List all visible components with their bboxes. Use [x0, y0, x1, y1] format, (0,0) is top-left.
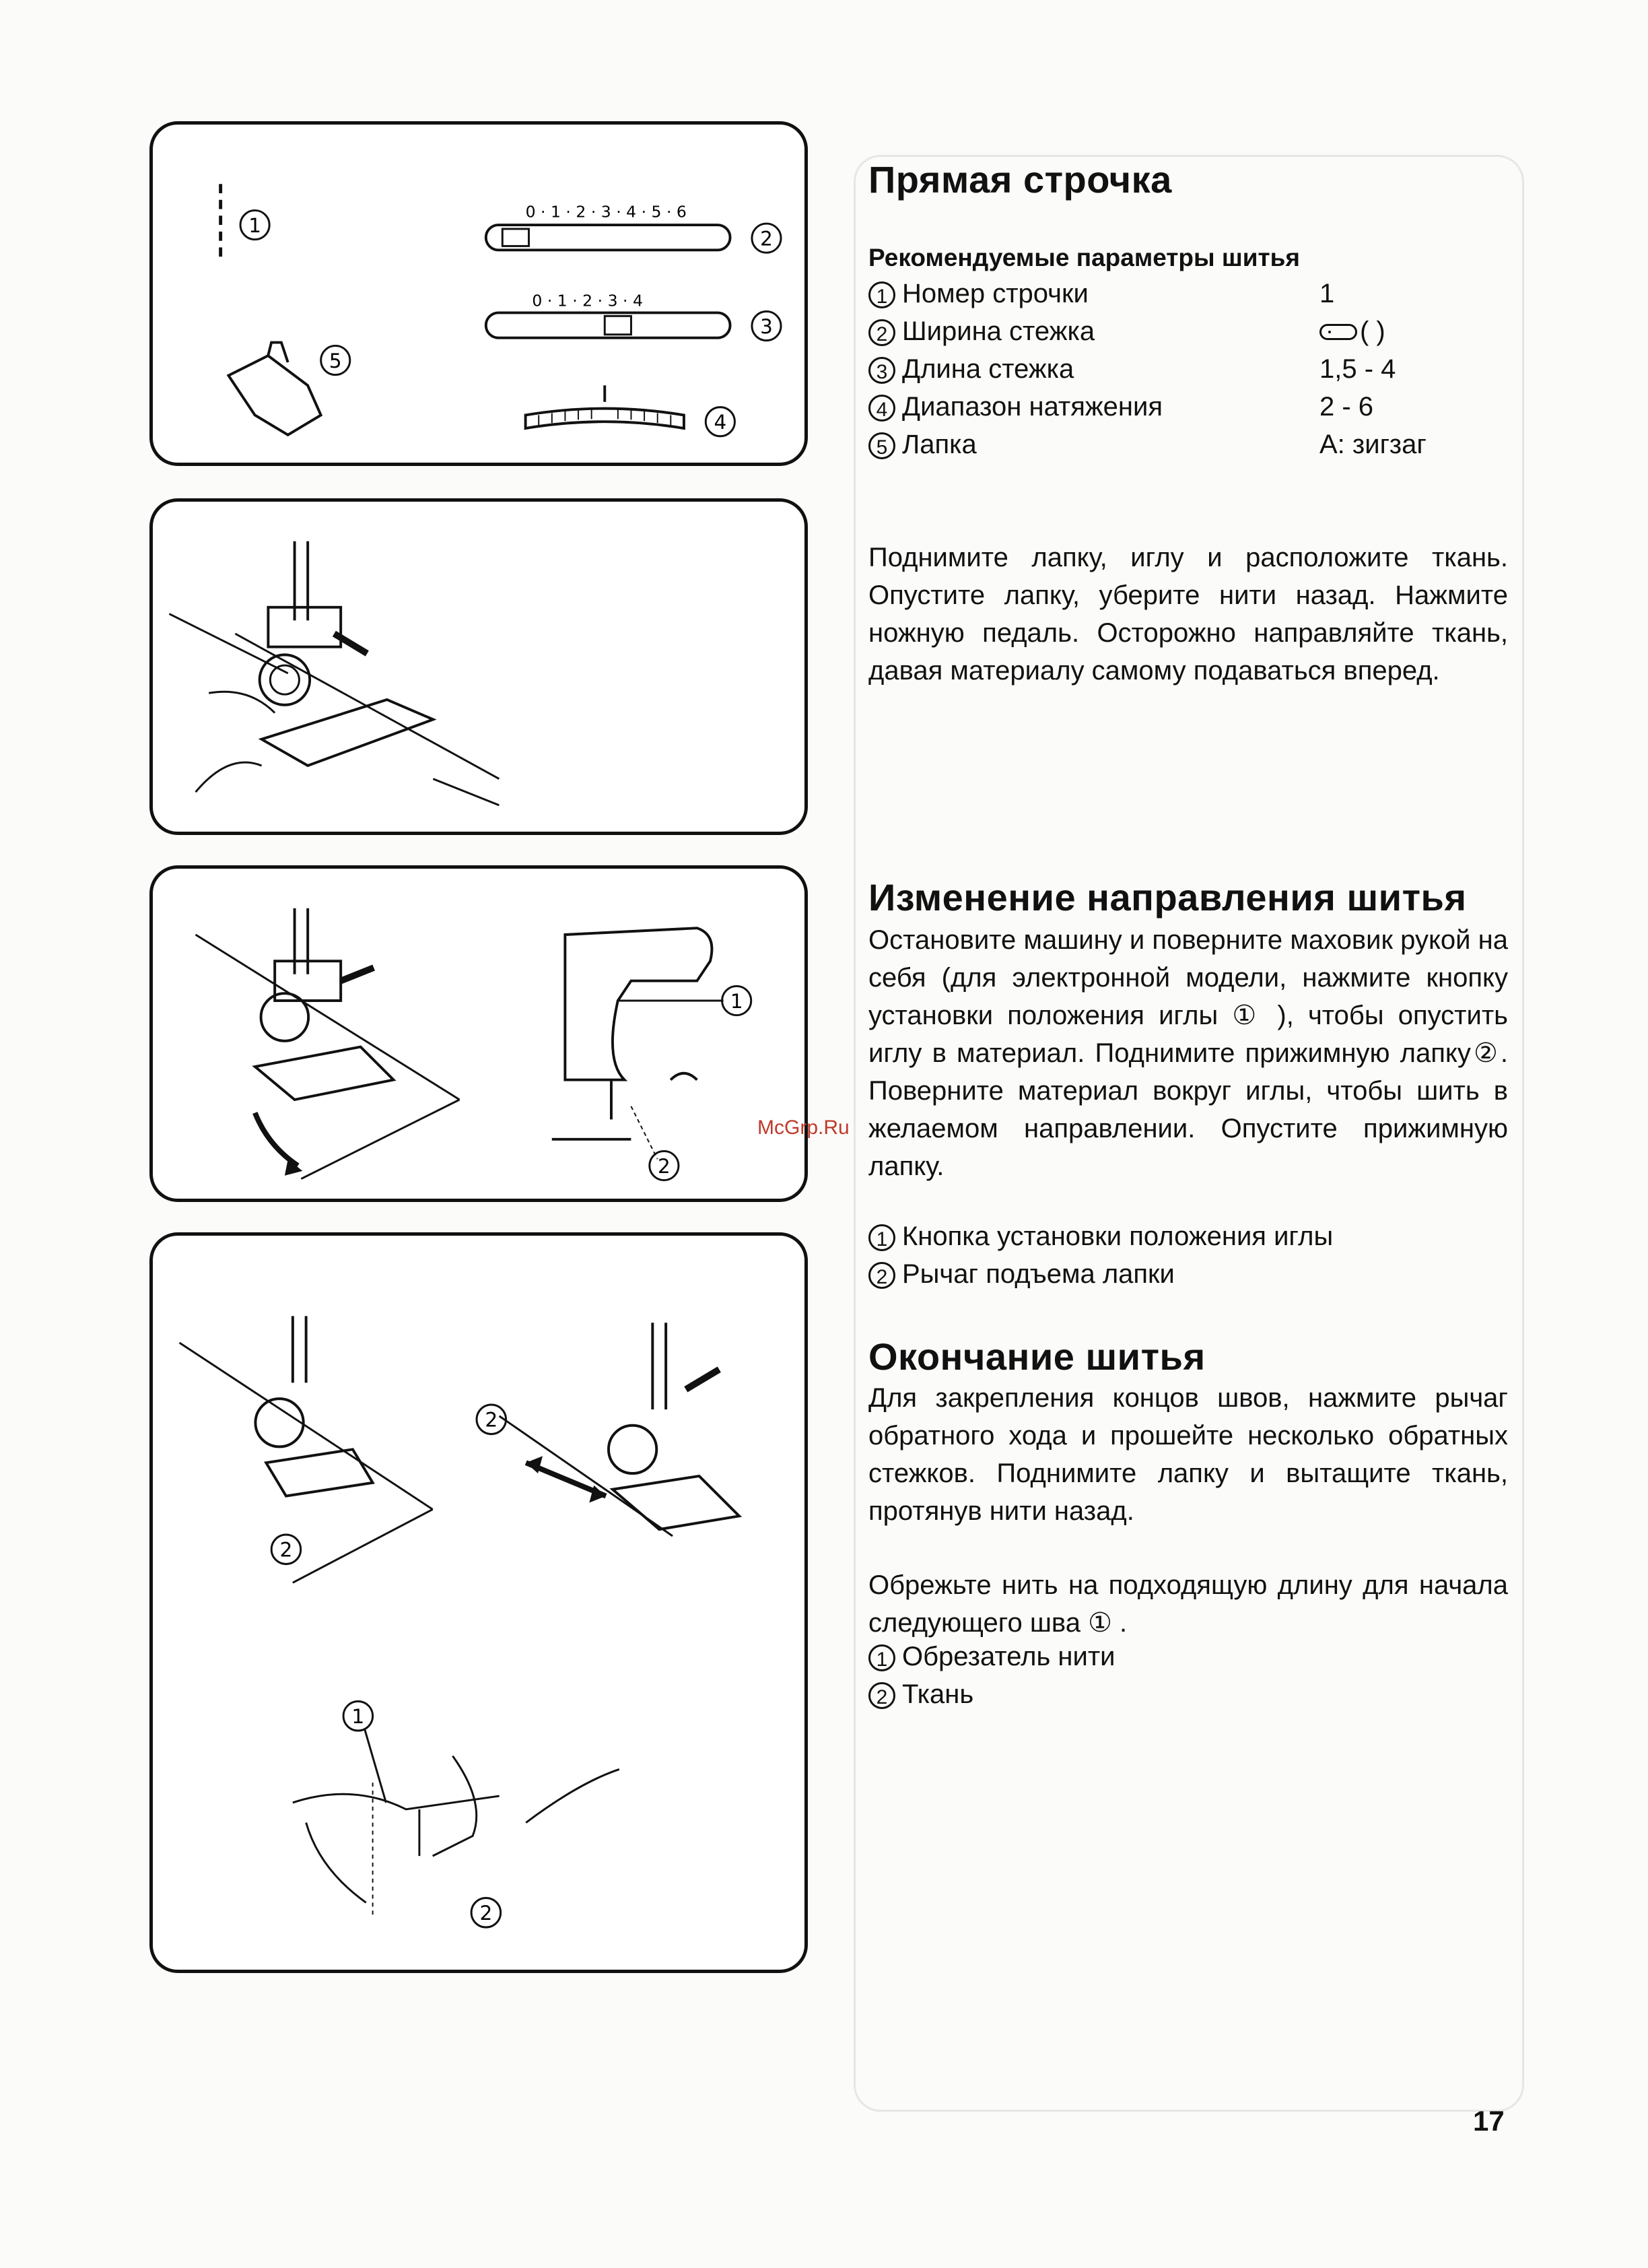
- direction-title: Изменение направления шитья: [868, 876, 1467, 919]
- number-badge: 1: [868, 281, 895, 308]
- dial-numbers: 0 · 1 · 2 · 3 · 4 · 5 · 6: [525, 202, 687, 222]
- number-badge: 4: [868, 395, 895, 422]
- number-badge: 1: [868, 1644, 895, 1671]
- param-name: Ширина стежка: [902, 316, 1095, 346]
- param-value: 2 - 6: [1319, 392, 1374, 422]
- svg-text:1: 1: [730, 989, 743, 1013]
- stitch-width-icon: [1319, 324, 1357, 340]
- param-row: [868, 430, 1508, 467]
- param-name: Номер строчки: [902, 279, 1089, 308]
- figure-panel-sewing: [149, 498, 808, 835]
- direction-item: [868, 1222, 1333, 1252]
- finish-item: [868, 1642, 1115, 1672]
- svg-text:2: 2: [485, 1408, 498, 1432]
- watermark: McGrp.Ru: [757, 1116, 850, 1139]
- pivot-illustration: [153, 869, 804, 1199]
- straight-title: Прямая строчка: [868, 158, 1172, 201]
- svg-text:2: 2: [279, 1538, 293, 1562]
- number-badge: 3: [868, 357, 895, 384]
- item-label: Ткань: [902, 1679, 974, 1709]
- straight-body: Поднимите лапку, иглу и расположите ткань. Опустите лапку, уберите нити назад. Нажмите ножную педаль. Осторожно направляйте ткань, давая материалу самому подаваться вперед.: [868, 543, 1508, 686]
- svg-text:3: 3: [760, 314, 773, 338]
- item-label: Рычаг подъема лапки: [902, 1259, 1175, 1289]
- number-badge: 2: [868, 1682, 895, 1709]
- param-name: Лапка: [902, 430, 977, 459]
- svg-text:5: 5: [329, 349, 342, 372]
- param-row: [868, 392, 1508, 430]
- finish-body-2: Обрежьте нить на подходящую длину для начала следующего шва ① .: [868, 1570, 1508, 1638]
- item-label: Обрезатель нити: [902, 1642, 1115, 1671]
- number-badge: 2: [868, 319, 895, 346]
- param-name: Диапазон натяжения: [902, 392, 1163, 422]
- param-name: Длина стежка: [902, 354, 1074, 384]
- svg-text:2: 2: [658, 1154, 671, 1178]
- number-badge: 1: [868, 1224, 895, 1251]
- number-badge: 2: [868, 1262, 895, 1289]
- svg-text:1: 1: [351, 1705, 365, 1729]
- param-row: [868, 316, 1508, 354]
- direction-item: [868, 1259, 1175, 1290]
- param-value: 1: [1319, 279, 1335, 308]
- svg-text:4: 4: [714, 410, 727, 434]
- finish-title: Окончание шитья: [868, 1335, 1206, 1378]
- finishing-illustration: [153, 1236, 804, 1970]
- svg-text:1: 1: [248, 213, 261, 237]
- finish-item: [868, 1679, 973, 1710]
- params-heading: Рекомендуемые параметры шитья: [868, 244, 1300, 271]
- svg-text:2: 2: [760, 227, 773, 251]
- param-row: [868, 354, 1508, 392]
- param-value: А: зигзаг: [1319, 430, 1427, 459]
- param-value: ( ): [1360, 316, 1385, 346]
- figure-panel-finishing: [149, 1232, 808, 1973]
- number-badge: 5: [868, 432, 895, 459]
- finish-body: Для закрепления концов швов, нажмите рычаг обратного хода и прошейте несколько обратных стежков. Поднимите лапку и вытащите ткань, протянув нити назад.: [868, 1383, 1508, 1526]
- direction-body: Остановите машину и поверните маховик рукой на себя (для электронной модели, нажмите кнопку установки положения иглы ① ), чтобы опустить иглу в материал. Поднимите прижимную лапку②. Поверните материал вокруг иглы, чтобы шить в желаемом направлении. Опустите прижимную лапку.: [868, 925, 1508, 1181]
- item-label: Кнопка установки положения иглы: [902, 1222, 1334, 1251]
- figure-panel-settings: [149, 121, 808, 466]
- sewing-illustration: [153, 502, 804, 832]
- param-value: 1,5 - 4: [1319, 354, 1396, 384]
- settings-illustration: [153, 125, 804, 463]
- param-row: [868, 279, 1508, 316]
- page-number: 17: [1473, 2105, 1505, 2137]
- svg-text:2: 2: [479, 1902, 493, 1926]
- figure-panel-pivot: [149, 865, 808, 1202]
- dial-numbers-2: 0 · 1 · 2 · 3 · 4: [532, 291, 643, 310]
